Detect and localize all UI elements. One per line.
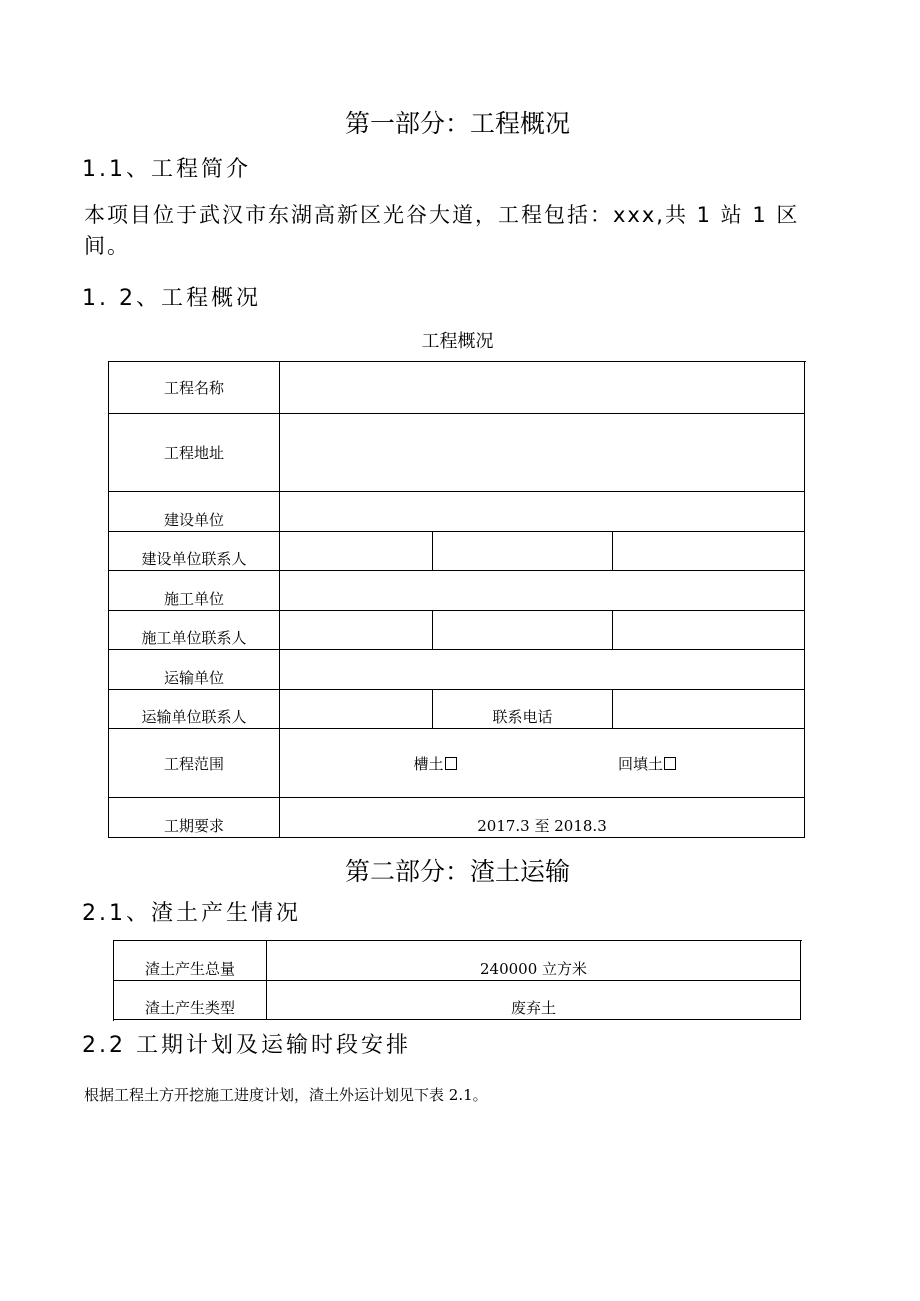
constructor-value [280, 571, 805, 611]
project-name-value [280, 362, 805, 414]
scope-option-1 [390, 729, 480, 797]
section-2-2-paragraph: 根据工程土方开挖施工进度计划，渣土外运计划见下表 2.1。 [84, 1086, 488, 1104]
section-1-2-heading: 1. 2、工程概况 [82, 286, 261, 311]
section-1-1-paragraph-line1: 本项目位于武汉市东湖高新区光谷大道，工程包括：xxx,共 1 站 1 区 [84, 203, 800, 227]
waste-table [113, 940, 802, 1021]
scope-option-2 [597, 729, 697, 797]
section-1-1-paragraph-line2: 间。 [84, 234, 130, 258]
period-value: 2017.3 至 2018.3 [280, 798, 805, 838]
part2-title: 第二部分：渣土运输 [344, 857, 570, 886]
transport-value [280, 650, 805, 690]
checkbox-icon [445, 757, 457, 770]
waste-type-label: 渣土产生类型 [114, 981, 267, 1020]
overview-table [108, 361, 806, 838]
constructor-contact-label: 施工单位联系人 [109, 611, 280, 650]
section-2-1-heading: 2.1、渣土产生情况 [82, 901, 301, 926]
constructor-contact-phone-label [433, 611, 613, 650]
builder-value [280, 492, 805, 532]
transport-contact-name [280, 690, 433, 729]
part1-title: 第一部分：工程概况 [344, 109, 570, 138]
period-label: 工期要求 [109, 798, 280, 838]
project-name-label: 工程名称 [109, 362, 280, 414]
section-2-2-heading: 2.2 工期计划及运输时段安排 [82, 1033, 411, 1058]
transport-contact-label: 运输单位联系人 [109, 690, 280, 729]
checkbox-icon [664, 757, 676, 770]
contact-phone-label: 联系电话 [433, 690, 613, 729]
waste-total-label: 渣土产生总量 [114, 941, 267, 981]
transport-contact-phone [613, 690, 805, 729]
builder-contact-phone-label [433, 532, 613, 571]
builder-contact-phone [613, 532, 805, 571]
builder-contact-label: 建设单位联系人 [109, 532, 280, 571]
project-address-label: 工程地址 [109, 414, 280, 492]
scope-label: 工程范围 [109, 729, 280, 798]
section-1-1-heading: 1.1、工程简介 [82, 157, 251, 182]
constructor-contact-name [280, 611, 433, 650]
scope-value [280, 729, 805, 798]
waste-total-value: 240000 立方米 [267, 941, 801, 981]
overview-table-caption: 工程概况 [421, 331, 494, 352]
scope-option-1-label: 槽土 [413, 754, 444, 773]
transport-label: 运输单位 [109, 650, 280, 690]
builder-contact-name [280, 532, 433, 571]
project-address-value [280, 414, 805, 492]
waste-type-value: 废弃土 [267, 981, 801, 1020]
constructor-label: 施工单位 [109, 571, 280, 611]
builder-label: 建设单位 [109, 492, 280, 532]
constructor-contact-phone [613, 611, 805, 650]
scope-option-2-label: 回填土 [617, 754, 663, 773]
